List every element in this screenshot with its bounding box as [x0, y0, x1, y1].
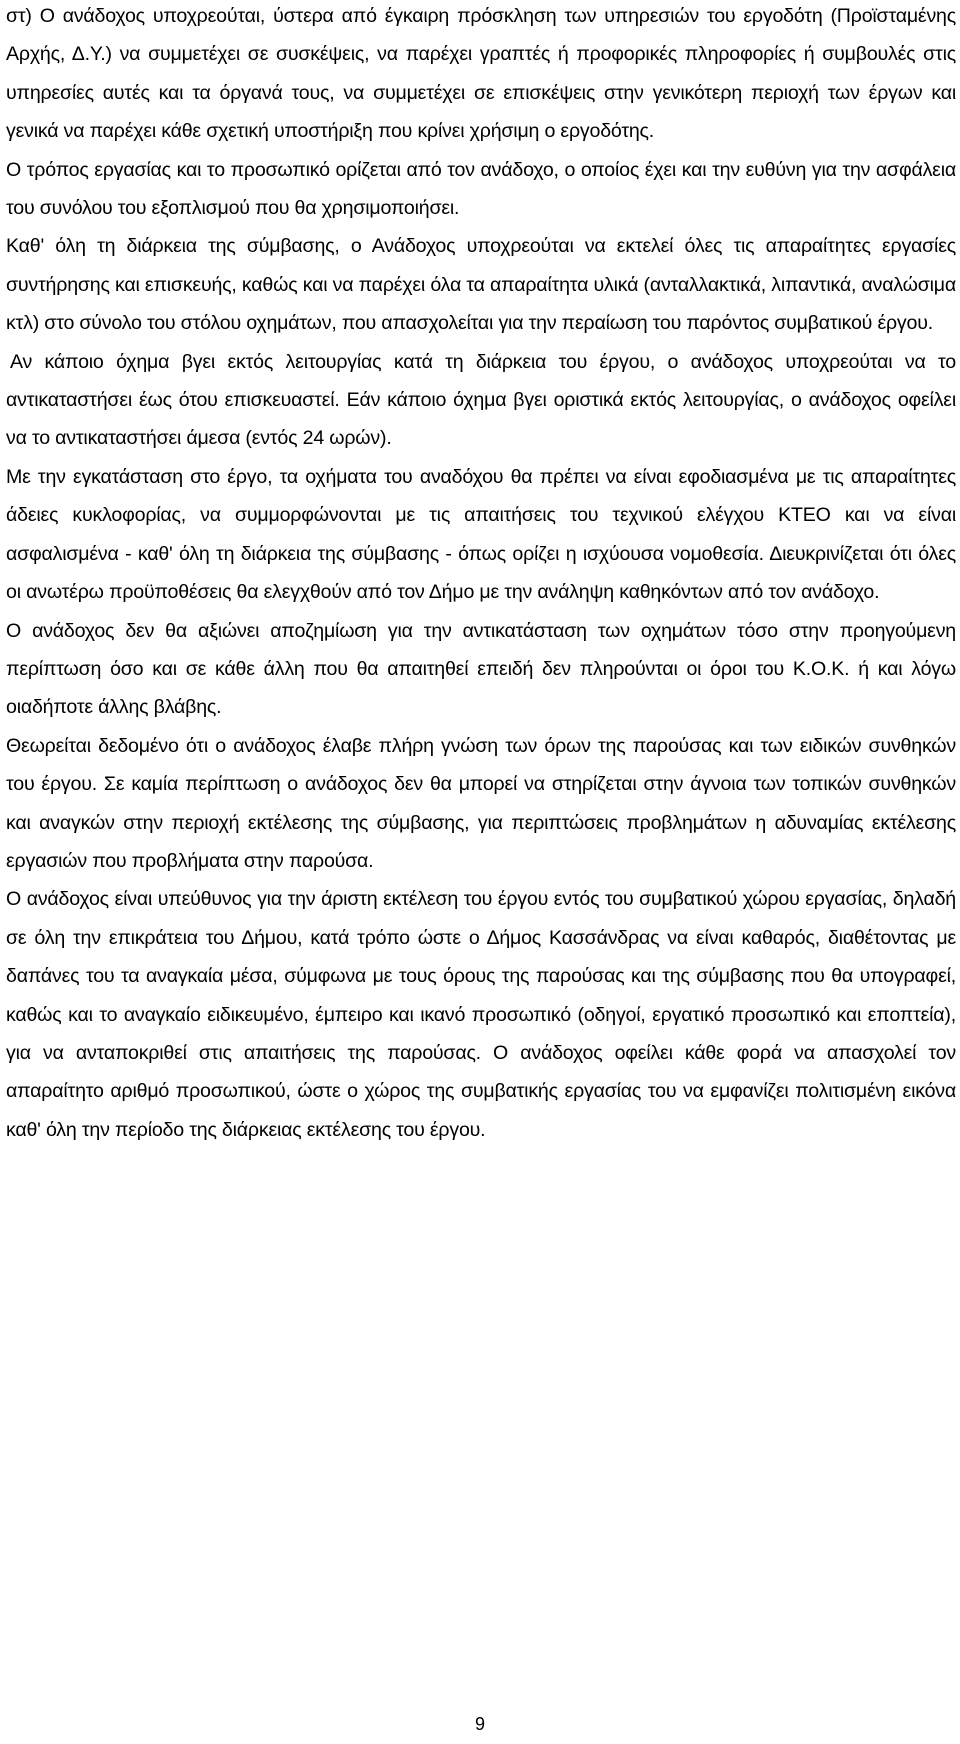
paragraph-maintenance: Καθ' όλη τη διάρκεια της σύμβασης, ο Ανάδοχος υποχρεούται να εκτελεί όλες τις απαραίτητες εργασίες συντήρησης και επισκευής, καθώς και να παρέχει όλα τα απαραίτητα υλικά (ανταλλακτικά, λιπαντικά, αναλώσιμα κτλ) στο σύνολο του στόλου οχημάτων, που απασχολείται για την περαίωση του παρόντος συμβατικού έργου. [6, 235, 956, 335]
paragraph-vehicle-replacement: Αν κάποιο όχημα βγει εκτός λειτουργίας κατά τη διάρκεια του έργου, ο ανάδοχος υποχρεούται να το αντικαταστήσει έως ότου επισκευαστεί. Εάν κάποιο όχημα βγει οριστικά εκτός λειτουργίας, ο ανάδοχος οφείλει να το αντικαταστήσει άμεσα (εντός 24 ωρών). [6, 350, 956, 450]
paragraph-vehicle-licensing: Με την εγκατάσταση στο έργο, τα οχήματα του αναδόχου θα πρέπει να είναι εφοδιασμένα με τις απαραίτητες άδειες κυκλοφορίας, να συμμορφώνονται με τις απαιτήσεις του τεχνικού ελέγχου ΚΤΕΟ και να είναι ασφαλισμένα - καθ' όλη τη διάρκεια της σύμβασης - όπως ορίζει η ισχύουσα νομοθεσία. Διευκρινίζεται ότι όλες οι ανωτέρω προϋποθέσεις θα ελεγχθούν από τον Δήμο με την ανάληψη καθηκόντων από τον ανάδοχο. [6, 465, 956, 604]
paragraph-contractor-responsibility: Ο ανάδοχος είναι υπεύθυνος για την άριστη εκτέλεση του έργου εντός του συμβατικού χώρου εργασίας, δηλαδή σε όλη την επικράτεια του Δήμου, κατά τρόπο ώστε ο Δήμος Κασσάνδρας να είναι καθαρός, διαθέτοντας με δαπάνες του τα αναγκαία μέσα, σύμφωνα με τους όρους της παρούσας και της σύμβασης που θα υπογραφεί, καθώς και το αναγκαίο ειδικευμένο, έμπειρο και ικανό προσωπικό (οδηγοί, εργατικό προσωπικό και εποπτεία), για να ανταποκριθεί στις απαιτήσεις της παρούσας. Ο ανάδοχος οφείλει κάθε φορά να απασχολεί τον απαραίτητο αριθμό προσωπικού, ώστε ο χώρος της συμβατικής εργασίας του να εμφανίζει πολιτισμένη εικόνα καθ' όλη την περίοδο της διάρκειας εκτέλεσης του έργου. [6, 888, 956, 1141]
paragraph-no-compensation: Ο ανάδοχος δεν θα αξιώνει αποζημίωση για την αντικατάσταση των οχημάτων τόσο στην προηγούμενη περίπτωση όσο και σε κάθε άλλη που θα απαιτηθεί επειδή δεν πληρούνται οι όροι του Κ.Ο.Κ. ή και λόγω οιαδήποτε άλλης βλάβης. [6, 619, 956, 719]
paragraph-local-conditions: Θεωρείται δεδομένο ότι ο ανάδοχος έλαβε πλήρη γνώση των όρων της παρούσας και των ειδικών συνθηκών του έργου. Σε καμία περίπτωση ο ανάδοχος δεν θα μπορεί να στηρίζεται στην άγνοια των τοπικών συνθηκών και αναγκών στην περιοχή εκτέλεσης της σύμβασης, για περιπτώσεις προβλημάτων η αδυναμίας εκτέλεσης εργασιών που προβλήματα στην παρούσα. [6, 734, 956, 872]
document-page [6, 0, 956, 1149]
paragraph-work-method: Ο τρόπος εργασίας και το προσωπικό ορίζεται από τον ανάδοχο, ο οποίος έχει και την ευθύνη για την ασφάλεια του συνόλου του εξοπλισμού που θα χρησιμοποιήσει. [6, 158, 956, 220]
paragraph-consultation-duties: στ) Ο ανάδοχος υποχρεούται, ύστερα από έγκαιρη πρόσκληση των υπηρεσιών του εργοδότη (Προϊσταμένης Αρχής, Δ.Υ.) να συμμετέχει σε συσκέψεις, να παρέχει γραπτές ή προφορικές πληροφορίες ή συμβουλές στις υπηρεσίες αυτές και τα όργανά τους, να συμμετέχει σε επισκέψεις στην γενικότερη περιοχή των έργων και γενικά να παρέχει κάθε σχετική υποστήριξη που κρίνει χρήσιμη ο εργοδότης. [6, 5, 956, 143]
page-number: 9 [474, 1714, 485, 1734]
